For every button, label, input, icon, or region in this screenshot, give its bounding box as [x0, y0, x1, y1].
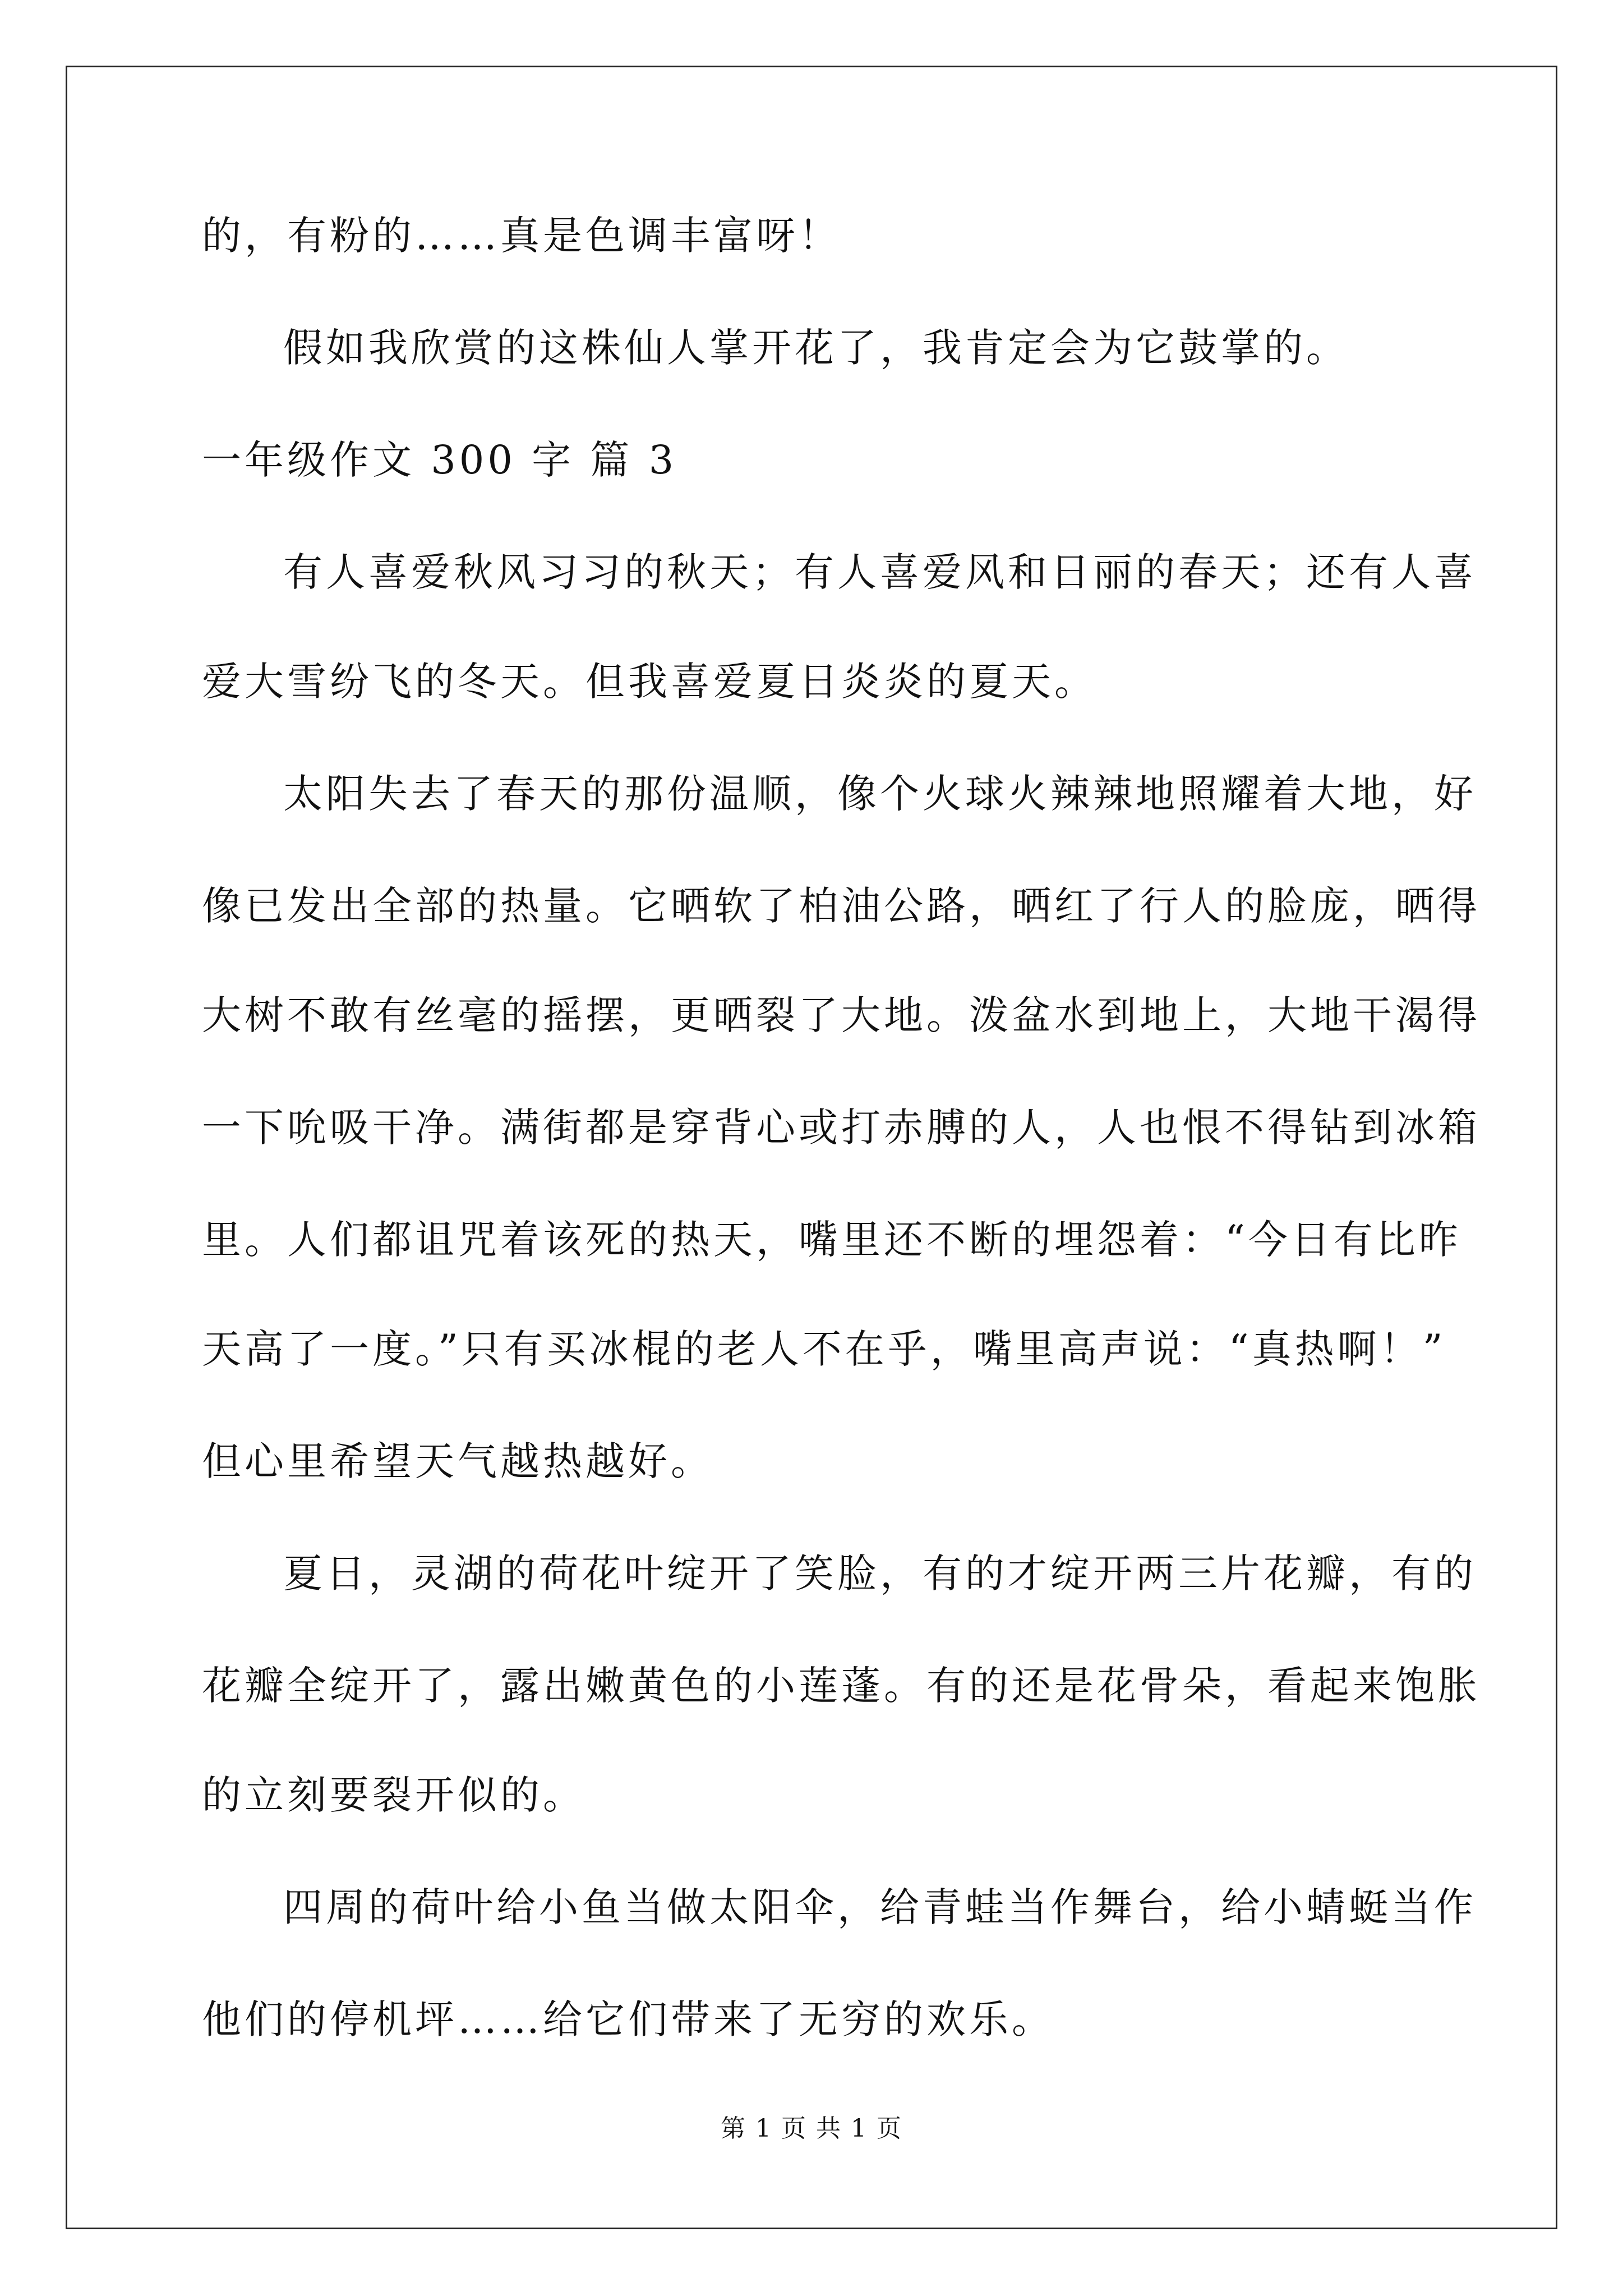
text-line: 里。人们都诅咒着该死的热天，嘴里还不断的埋怨着：“今日有比昨 [202, 1217, 1461, 1263]
text-line: 太阳失去了春天的那份温顺，像个火球火辣辣地照耀着大地，好 [283, 771, 1477, 817]
text-line: 大树不敢有丝毫的摇摆，更晒裂了大地。泼盆水到地上，大地干渴得 [202, 992, 1481, 1038]
text-line: 的立刻要裂开似的。 [202, 1772, 585, 1818]
section-heading: 一年级作文 300 字 篇 3 [202, 437, 677, 483]
text-line: 天高了一度。”只有买冰棍的老人不在乎，嘴里高声说：“真热啊！” [202, 1326, 1446, 1372]
text-line: 但心里希望天气越热越好。 [202, 1438, 713, 1484]
page-number-footer: 第 1 页 共 1 页 [721, 2114, 902, 2143]
text-line: 有人喜爱秋风习习的秋天；有人喜爱风和日丽的春天；还有人喜 [283, 549, 1477, 595]
text-line: 像已发出全部的热量。它晒软了柏油公路，晒红了行人的脸庞，晒得 [202, 883, 1481, 929]
text-line: 夏日，灵湖的荷花叶绽开了笑脸，有的才绽开两三片花瓣，有的 [283, 1550, 1477, 1596]
text-line: 的，有粉的……真是色调丰富呀！ [202, 213, 841, 259]
text-line: 假如我欣赏的这株仙人掌开花了，我肯定会为它鼓掌的。 [283, 325, 1349, 371]
text-line: 爱大雪纷飞的冬天。但我喜爱夏日炎炎的夏天。 [202, 659, 1097, 705]
text-line: 四周的荷叶给小鱼当做太阳伞，给青蛙当作舞台，给小蜻蜓当作 [283, 1884, 1477, 1930]
text-line: 一下吮吸干净。满街都是穿背心或打赤膊的人，人也恨不得钻到冰箱 [202, 1105, 1481, 1151]
text-line: 花瓣全绽开了，露出嫩黄色的小莲蓬。有的还是花骨朵，看起来饱胀 [202, 1663, 1481, 1709]
text-line: 他们的停机坪……给它们带来了无穷的欢乐。 [202, 1996, 1054, 2042]
